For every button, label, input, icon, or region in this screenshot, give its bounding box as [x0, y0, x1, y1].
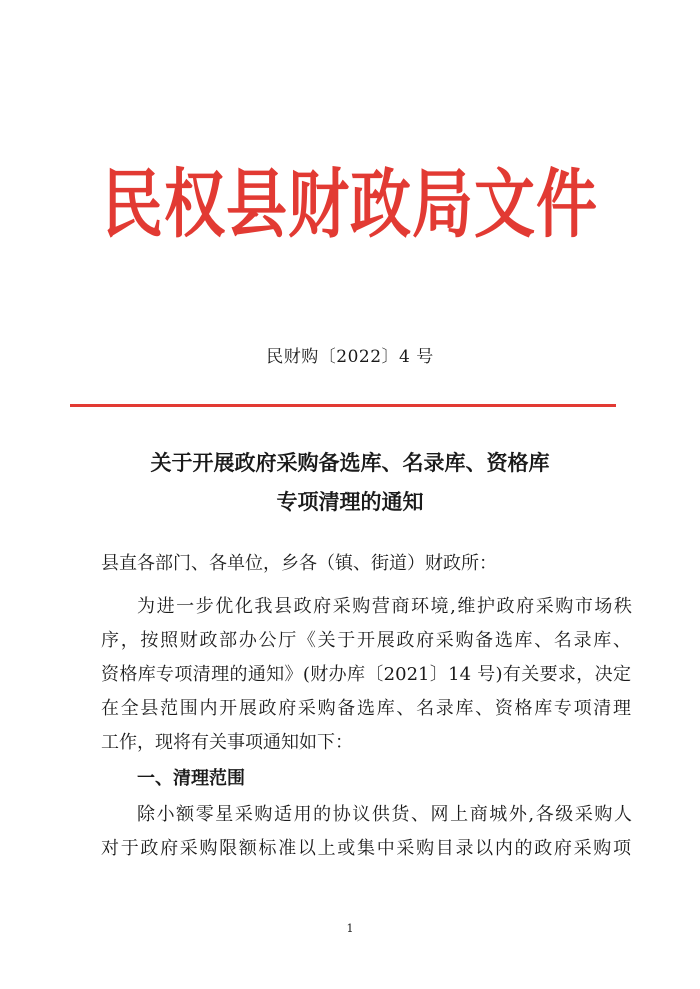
red-divider-line	[70, 404, 616, 407]
notice-title-line-2: 专项清理的通知	[276, 490, 424, 514]
paragraph-2-line-1: 除小额零星采购适用的协议供货、网上商城外,各级采购人	[137, 804, 632, 825]
paragraph-1-line-5: 工作，现将有关事项通知如下：	[101, 732, 353, 753]
paragraph-1-line-2: 序，按照财政部办公厅《关于开展政府采购备选库、名录库、	[101, 630, 631, 651]
paragraph-1-line-3: 资格库专项清理的通知》(财办库〔2021〕14 号)有关要求，决定	[101, 664, 631, 685]
document-number: 民财购〔2022〕4 号	[266, 347, 434, 367]
page-number: 1	[346, 922, 354, 935]
paragraph-1-line-4: 在全县范围内开展政府采购备选库、名录库、资格库专项清理	[101, 698, 631, 719]
masthead-title: 民权县财政局文件	[101, 161, 598, 249]
paragraph-1-line-1: 为进一步优化我县政府采购营商环境,维护政府采购市场秩	[137, 596, 632, 617]
salutation: 县直各部门、各单位，乡各（镇、街道）财政所：	[101, 553, 497, 574]
paragraph-2-line-2: 对于政府采购限额标准以上或集中采购目录以内的政府采购项	[101, 838, 631, 859]
notice-title-line-1: 关于开展政府采购备选库、名录库、资格库	[150, 451, 550, 475]
section-heading-scope: 一、清理范围	[137, 768, 245, 789]
